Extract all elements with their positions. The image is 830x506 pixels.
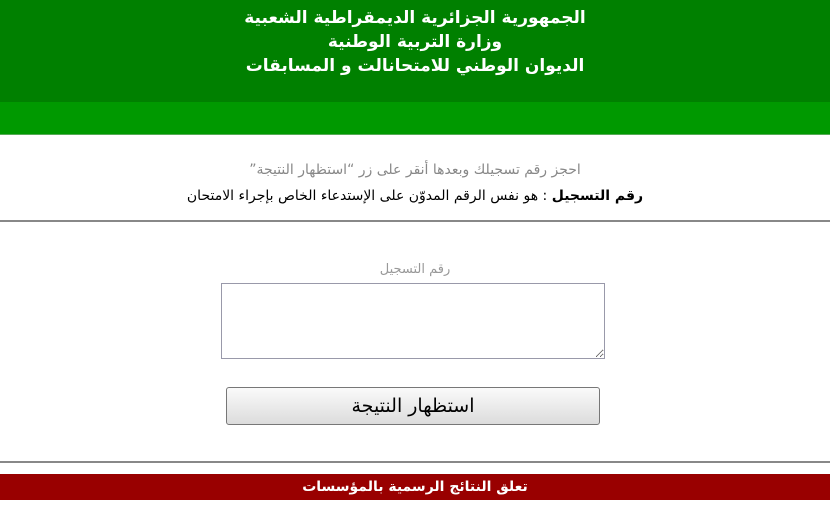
header-republic: الجمهورية الجزائرية الديمقراطية الشعبية (244, 8, 586, 28)
registration-label: رقم التسجيل (379, 262, 451, 277)
divider (0, 461, 830, 463)
header-banner (0, 0, 830, 102)
instruction-definition (0, 188, 830, 204)
registration-number-input[interactable] (221, 283, 605, 359)
instruction-text: احجز رقم تسجيلك وبعدها أنقر على زر “استظهار النتيجة” (249, 162, 581, 178)
divider (0, 220, 830, 222)
footer-notice: تعلق النتائج الرسمية بالمؤسسات (0, 474, 830, 500)
header-office: الديوان الوطني للامتحانالت و المسابقات (245, 56, 585, 76)
header-band (0, 102, 830, 135)
definition-term: رقم التسجيل (551, 188, 644, 204)
definition-text: : هو نفس الرقم المدوّن على الإستدعاء الخاص بإجراء الامتحان (186, 188, 552, 204)
header-ministry: وزارة التربية الوطنية (327, 32, 503, 52)
show-result-button[interactable]: استظهار النتيجة (226, 387, 600, 425)
